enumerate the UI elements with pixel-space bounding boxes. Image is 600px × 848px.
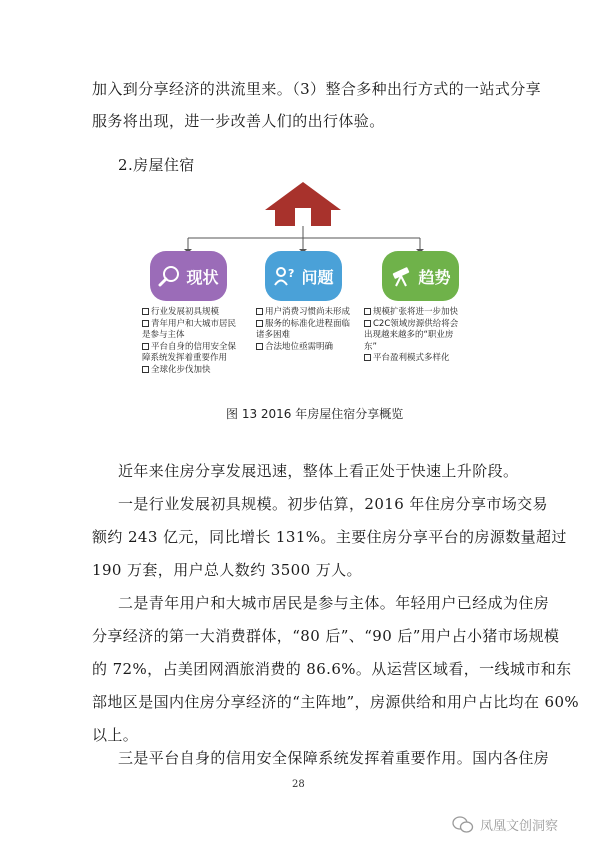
- people-question-icon: [273, 264, 297, 288]
- watermark-text: 凤凰文创洞察: [480, 819, 559, 834]
- body-line-2: 一是行业发展初具规模。初步估算，2016 年住房分享市场交易: [118, 495, 548, 513]
- list-item: C2C领域房源供给将会出现越来越多的“职业房东”: [364, 319, 466, 354]
- body-line-3: 额约 243 亿元，同比增长 131%。主要住房分享平台的房源数量超过: [92, 528, 567, 546]
- watermark: [452, 815, 558, 834]
- telescope-icon: [390, 264, 414, 288]
- list-item: 平台盈利模式多样化: [364, 353, 466, 365]
- list-item: 规模扩张将进一步加快: [364, 307, 466, 319]
- body-line-6: 分享经济的第一大消费群体，“80 后”、“90 后”用户占小猪市场规模: [92, 627, 560, 645]
- list-item: 服务的标准化进程面临诸多困难: [256, 319, 358, 342]
- housing-overview-diagram: [138, 180, 468, 410]
- body-line-9: 以上。: [92, 726, 139, 744]
- section-heading: 2.房屋住宿: [118, 156, 195, 174]
- magnifier-icon: [158, 264, 182, 288]
- trend-pill: [382, 251, 459, 301]
- problem-bullets: [256, 307, 358, 353]
- list-item: 平台自身的信用安全保障系统发挥着重要作用: [142, 342, 244, 365]
- body-line-4: 190 万套，用户总人数约 3500 万人。: [92, 561, 362, 579]
- page-number: 28: [292, 779, 305, 790]
- intro-line-2: 服务将出现，进一步改善人们的出行体验。: [92, 112, 385, 130]
- figure-caption: 图 13 2016 年房屋住宿分享概览: [226, 407, 404, 421]
- status-bullets: [142, 307, 244, 376]
- svg-text:?: ?: [288, 267, 295, 280]
- trend-bullets: [364, 307, 466, 365]
- list-item: 全球化步伐加快: [142, 365, 244, 377]
- body-line-10: 三是平台自身的信用安全保障系统发挥着重要作用。国内各住房: [118, 749, 550, 767]
- wechat-icon: [452, 816, 474, 834]
- connector-lines: [138, 180, 468, 255]
- body-line-1: 近年来住房分享发展迅速，整体上看正处于快速上升阶段。: [118, 462, 519, 480]
- list-item: 合法地位亟需明确: [256, 342, 358, 354]
- body-line-8: 部地区是国内住房分享经济的“主阵地”，房源供给和用户占比均在 60%: [92, 693, 580, 711]
- problem-title: 问题: [301, 267, 334, 287]
- list-item: 用户消费习惯尚未形成: [256, 307, 358, 319]
- trend-title: 趋势: [418, 267, 451, 287]
- status-title: 现状: [186, 267, 219, 287]
- body-line-7: 的 72%，占美团网酒旅消费的 86.6%。从运营区域看，一线城市和东: [92, 660, 572, 678]
- body-line-5: 二是青年用户和大城市居民是参与主体。年轻用户已经成为住房: [118, 594, 550, 612]
- status-pill: [150, 251, 227, 301]
- list-item: 青年用户和大城市居民是参与主体: [142, 319, 244, 342]
- intro-line-1: 加入到分享经济的洪流里来。（3）整合多种出行方式的一站式分享: [92, 80, 542, 98]
- list-item: 行业发展初具规模: [142, 307, 244, 319]
- problem-pill: [265, 251, 342, 301]
